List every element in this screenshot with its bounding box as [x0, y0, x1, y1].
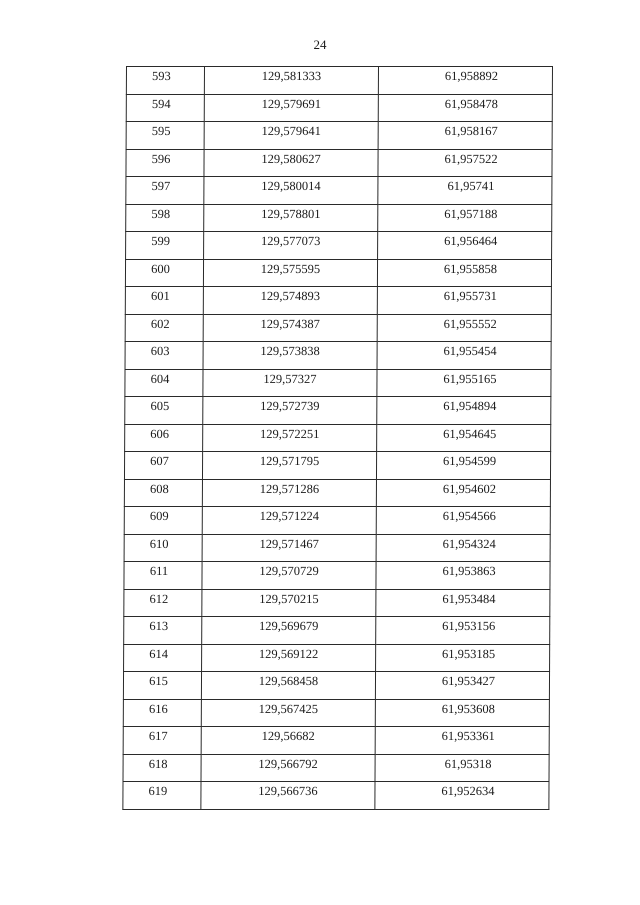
latitude-cell: 61,958167 [378, 122, 552, 150]
latitude-cell: 61,955454 [377, 342, 551, 370]
table-row [123, 782, 549, 810]
latitude-cell: 61,95741 [378, 177, 552, 205]
point-number-cell: 594 [126, 94, 204, 122]
point-number-cell: 610 [124, 534, 202, 562]
point-number-cell: 604 [125, 369, 203, 397]
point-number-cell: 597 [126, 177, 204, 205]
point-number-cell: 613 [124, 617, 202, 645]
point-number-cell: 614 [124, 644, 202, 672]
latitude-cell: 61,954645 [377, 424, 551, 452]
point-number-cell: 596 [126, 149, 204, 177]
longitude-cell: 129,566792 [201, 754, 375, 782]
latitude-cell: 61,95318 [375, 754, 549, 782]
longitude-cell: 129,580627 [204, 149, 378, 177]
latitude-cell: 61,958478 [378, 94, 552, 122]
longitude-cell: 129,56682 [201, 727, 375, 755]
longitude-cell: 129,579691 [204, 94, 378, 122]
page-number: 24 [313, 37, 327, 52]
longitude-cell: 129,570215 [202, 589, 376, 617]
point-number-cell: 601 [125, 287, 203, 315]
point-number-cell: 593 [126, 67, 204, 95]
table-row [125, 397, 551, 425]
table-row [126, 177, 552, 205]
longitude-cell: 129,568458 [201, 672, 375, 700]
table-row [123, 699, 549, 727]
table-row [125, 369, 551, 397]
latitude-cell: 61,953361 [375, 727, 549, 755]
table-row [126, 232, 552, 260]
point-number-cell: 606 [125, 424, 203, 452]
table-row [126, 149, 552, 177]
coordinates-table [122, 66, 553, 810]
latitude-cell: 61,954599 [376, 452, 550, 480]
point-number-cell: 615 [123, 672, 201, 700]
latitude-cell: 61,954894 [377, 397, 551, 425]
longitude-cell: 129,569122 [202, 644, 376, 672]
table-row [125, 259, 551, 287]
latitude-cell: 61,954324 [376, 534, 550, 562]
latitude-cell: 61,953608 [375, 699, 549, 727]
longitude-cell: 129,575595 [203, 259, 377, 287]
longitude-cell: 129,571286 [202, 479, 376, 507]
latitude-cell: 61,953427 [375, 672, 549, 700]
longitude-cell: 129,566736 [201, 782, 375, 810]
longitude-cell: 129,581333 [204, 67, 378, 95]
point-number-cell: 612 [124, 589, 202, 617]
latitude-cell: 61,956464 [378, 232, 552, 260]
longitude-cell: 129,574387 [203, 314, 377, 342]
latitude-cell: 61,957188 [378, 204, 552, 232]
longitude-cell: 129,571795 [202, 452, 376, 480]
table-row [125, 314, 551, 342]
longitude-cell: 129,572739 [203, 397, 377, 425]
table-row [125, 287, 551, 315]
point-number-cell: 598 [126, 204, 204, 232]
longitude-cell: 129,579641 [204, 122, 378, 150]
point-number-cell: 611 [124, 562, 202, 590]
point-number-cell: 602 [125, 314, 203, 342]
point-number-cell: 617 [123, 727, 201, 755]
point-number-cell: 608 [124, 479, 202, 507]
longitude-cell: 129,577073 [204, 232, 378, 260]
point-number-cell: 600 [125, 259, 203, 287]
table-row [126, 204, 552, 232]
point-number-cell: 607 [124, 452, 202, 480]
point-number-cell: 616 [123, 699, 201, 727]
latitude-cell: 61,953156 [376, 617, 550, 645]
table-row [123, 672, 549, 700]
table-row [124, 617, 550, 645]
longitude-cell: 129,572251 [203, 424, 377, 452]
point-number-cell: 619 [123, 782, 201, 810]
point-number-cell: 609 [124, 507, 202, 535]
coordinates-table-body [123, 67, 553, 810]
latitude-cell: 61,955858 [377, 259, 551, 287]
longitude-cell: 129,578801 [204, 204, 378, 232]
latitude-cell: 61,955552 [377, 314, 551, 342]
point-number-cell: 603 [125, 342, 203, 370]
longitude-cell: 129,569679 [202, 617, 376, 645]
longitude-cell: 129,567425 [201, 699, 375, 727]
latitude-cell: 61,957522 [378, 149, 552, 177]
point-number-cell: 595 [126, 122, 204, 150]
longitude-cell: 129,570729 [202, 562, 376, 590]
point-number-cell: 618 [123, 754, 201, 782]
point-number-cell: 605 [125, 397, 203, 425]
latitude-cell: 61,952634 [375, 782, 549, 810]
longitude-cell: 129,571467 [202, 534, 376, 562]
longitude-cell: 129,574893 [203, 287, 377, 315]
latitude-cell: 61,954602 [376, 479, 550, 507]
latitude-cell: 61,958892 [378, 67, 552, 95]
longitude-cell: 129,57327 [203, 369, 377, 397]
latitude-cell: 61,954566 [376, 507, 550, 535]
table-row [123, 754, 549, 782]
table-row [126, 122, 552, 150]
table-row [125, 424, 551, 452]
table-row [125, 342, 551, 370]
point-number-cell: 599 [126, 232, 204, 260]
table-row [124, 479, 550, 507]
table-row [124, 507, 550, 535]
longitude-cell: 129,580014 [204, 177, 378, 205]
longitude-cell: 129,571224 [202, 507, 376, 535]
latitude-cell: 61,955165 [377, 369, 551, 397]
table-row [124, 562, 550, 590]
latitude-cell: 61,953185 [376, 644, 550, 672]
longitude-cell: 129,573838 [203, 342, 377, 370]
table-row [124, 644, 550, 672]
latitude-cell: 61,953863 [376, 562, 550, 590]
latitude-cell: 61,953484 [376, 589, 550, 617]
table-row [124, 452, 550, 480]
latitude-cell: 61,955731 [377, 287, 551, 315]
table-row [126, 67, 552, 95]
table-row [124, 534, 550, 562]
table-row [124, 589, 550, 617]
table-row [123, 727, 549, 755]
table-row [126, 94, 552, 122]
